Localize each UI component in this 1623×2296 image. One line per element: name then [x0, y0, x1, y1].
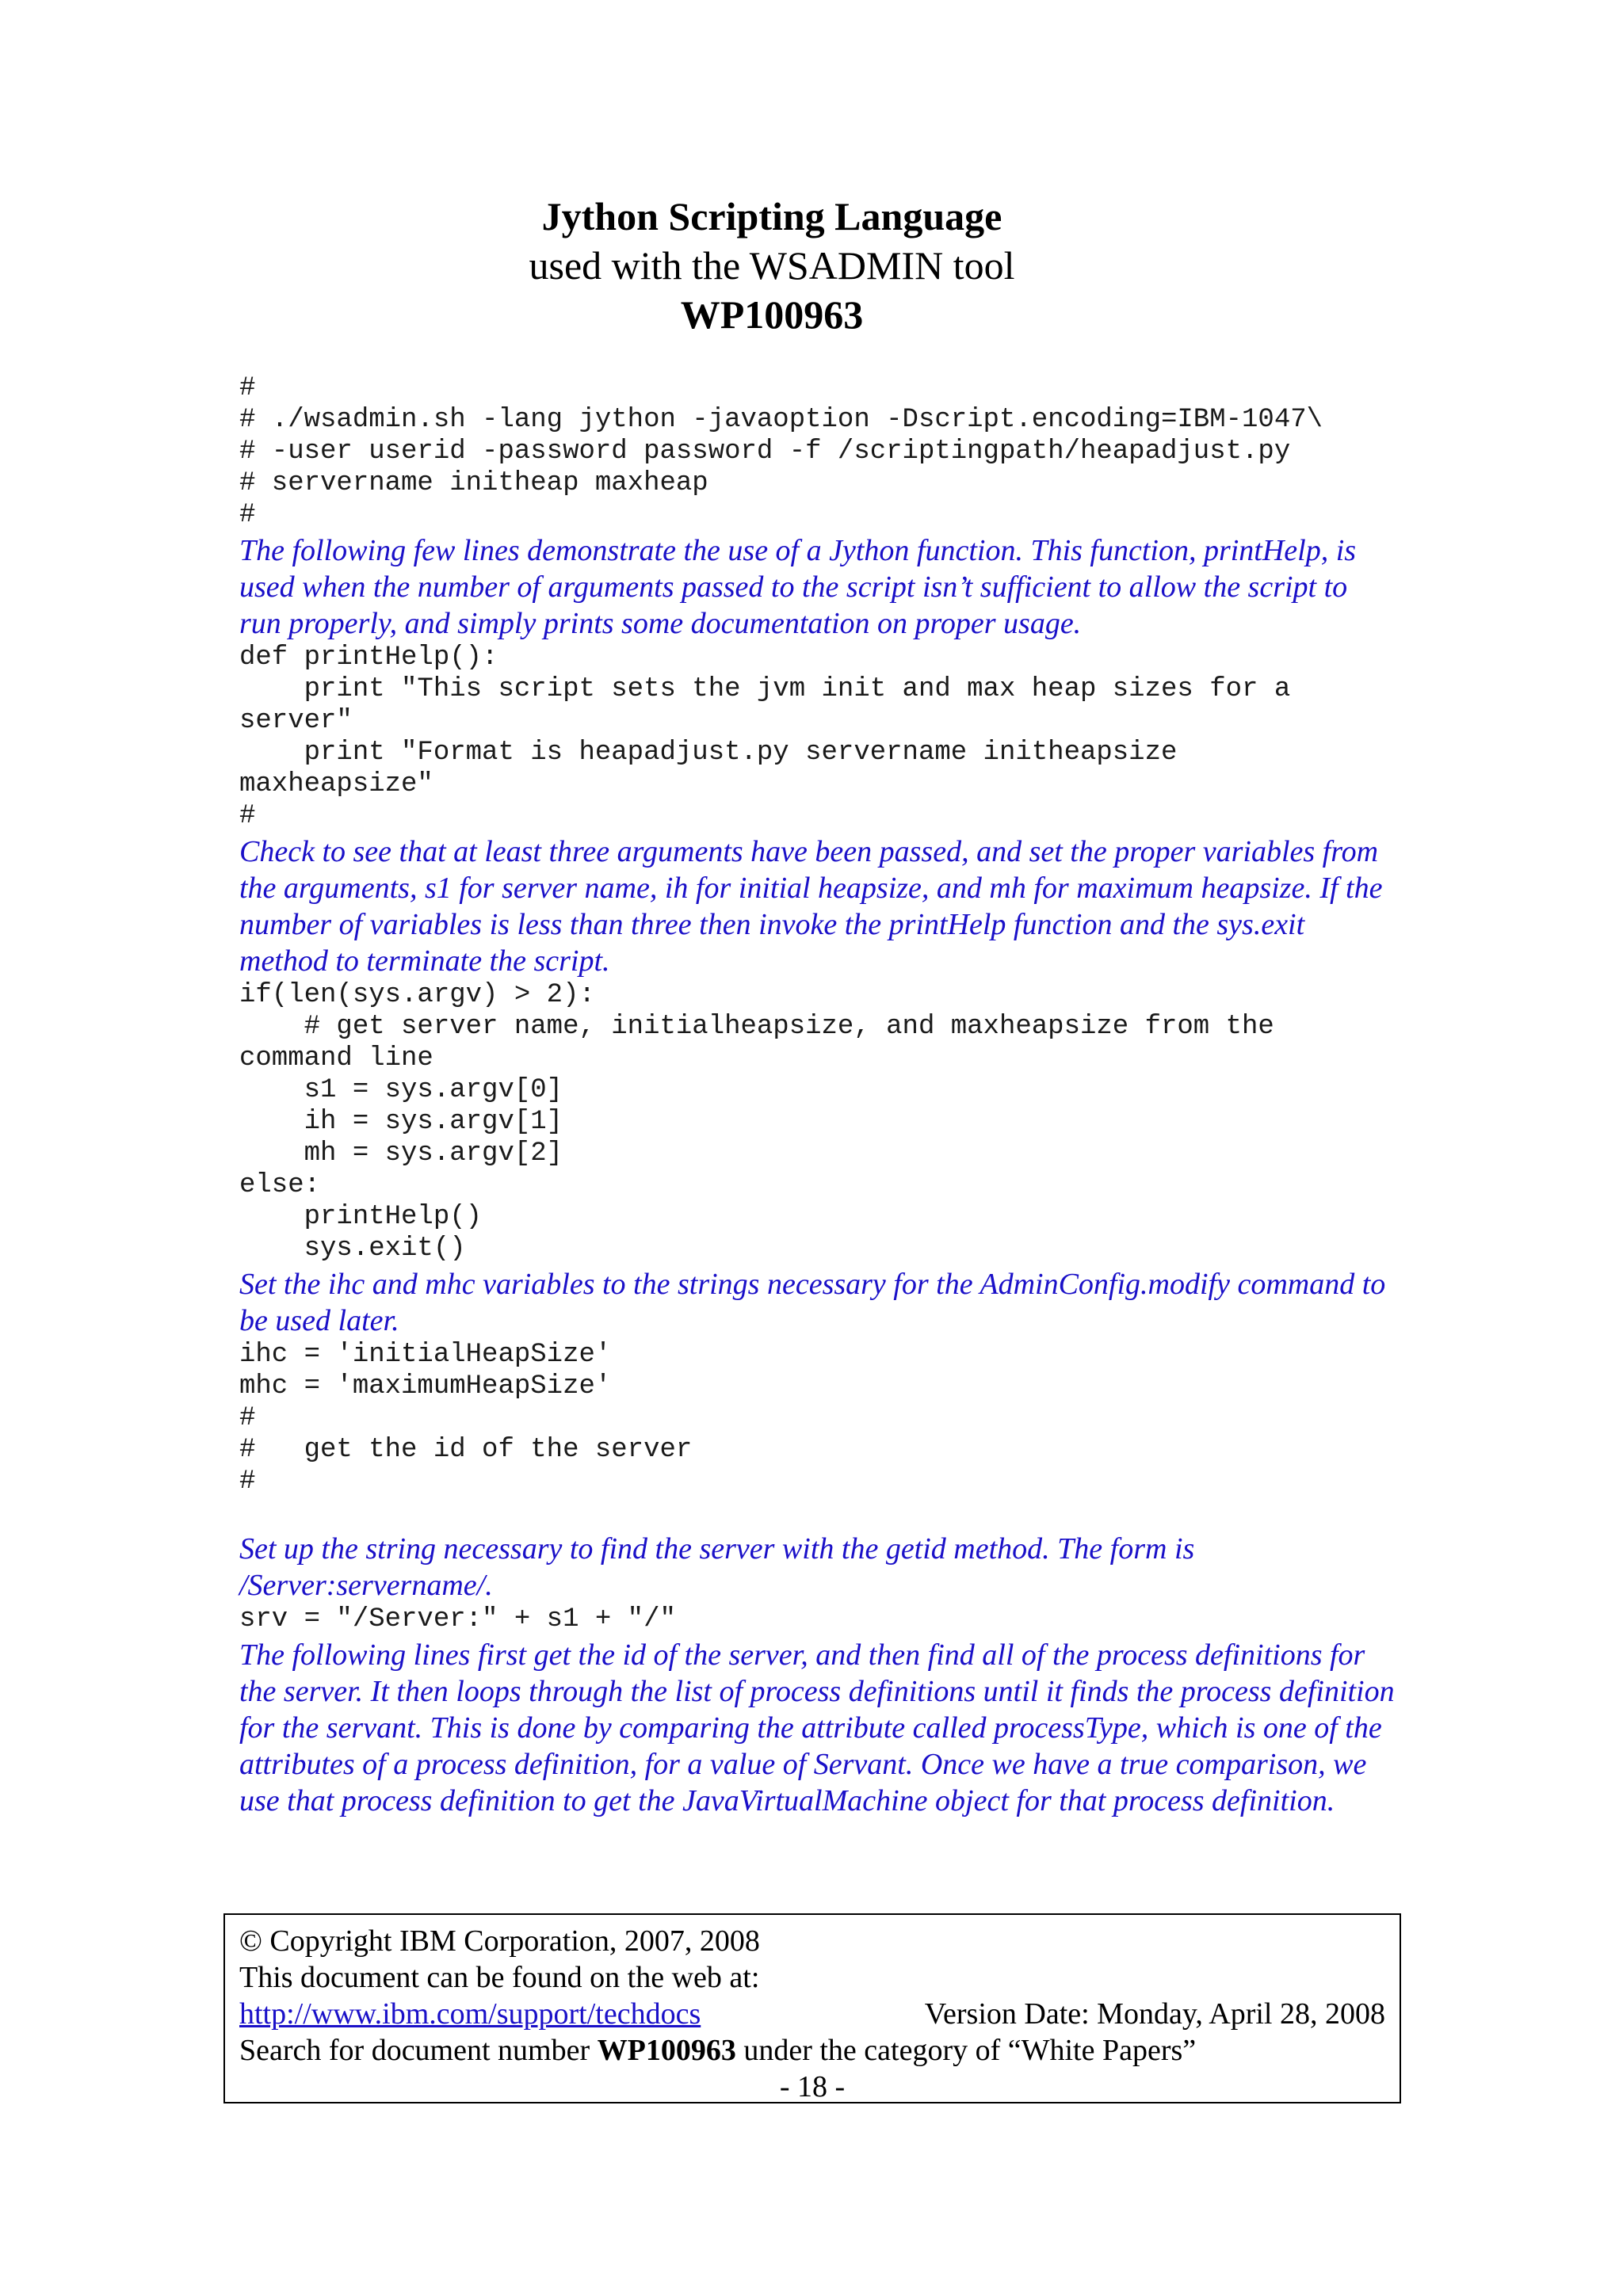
spacer [239, 1497, 1396, 1529]
footer-web-note: This document can be found on the web at: [239, 1961, 760, 1994]
code-block-arguments: if(len(sys.argv) > 2): # get server name, initialheapsize, and maxheapsize from the command line s1 = sys.argv[0] ih = sys.argv[1] mh = sys.argv[2] else: printHelp() sys.exit() [239, 980, 1274, 1264]
annotation-getid: Set up the string necessary to find the server with the getid method. The form is /Server:servername/. [239, 1532, 1195, 1602]
page-number: - 18 - [779, 2070, 846, 2103]
annotation-variables: Set the ihc and mhc variables to the strings necessary for the AdminConfig.modify command to be used later. [239, 1268, 1386, 1337]
annotation-arguments: Check to see that at least three arguments have been passed, and set the proper variables from the arguments, s1 for server name, ih for initial heapsize, and mh for maximum heapsize. If the number of variables is less than three then invoke the printHelp function and the sys.exit method to terminate the script. [239, 835, 1383, 978]
document-title: Jython Scripting Language [541, 194, 1002, 238]
code-block-intro: # # ./wsadmin.sh -lang jython -javaoption -Dscript.encoding=IBM-1047\ # -user userid -password password -f /scriptingpath/heapadjust.py # servername initheap maxheap # [239, 373, 1323, 530]
footer-copyright: © Copyright IBM Corporation, 2007, 2008 [239, 1924, 760, 1958]
document-header [0, 192, 1544, 339]
code-block-variables: ihc = 'initialHeapSize' mhc = 'maximumHeapSize' # # get the id of the server # [239, 1340, 693, 1497]
footer-search-suffix: under the category of “White Papers” [735, 2034, 1197, 2067]
footer-search-note [239, 2032, 1385, 2069]
page-body [239, 372, 1396, 1819]
code-block-printhelp: def printHelp(): print "This script sets the jvm init and max heap sizes for a server" print "Format is heapadjust.py servername initheapsize maxheapsize" # [239, 643, 1291, 831]
footer-search-number: WP100963 [597, 2034, 736, 2067]
annotation-printhelp: The following few lines demonstrate the use of a Jython function. This function, printHelp, is used when the number of arguments passed to the script isn’t sufficient to allow the script to run properly, and simply prints some documentation on proper usage. [239, 534, 1357, 640]
code-block-srv: srv = "/Server:" + s1 + "/" [239, 1604, 676, 1634]
annotation-process-definitions: The following lines first get the id of the server, and then find all of the process definitions for the server. It then loops through the list of process definitions until it finds the process definition for the servant. This is done by comparing the attribute called processType, which is one of the attributes of a process definition, for a value of Servant. Once we have a true comparison, we use that process definition to get the JavaVirtualMachine object for that process definition. [239, 1638, 1395, 1817]
techdocs-link[interactable]: http://www.ibm.com/support/techdocs [239, 1997, 701, 2031]
footer-link-row [239, 1996, 1385, 2032]
document-subtitle: used with the WSADMIN tool [529, 243, 1015, 288]
document-number: WP100963 [680, 292, 864, 337]
page-footer [223, 1913, 1401, 2103]
footer-version-date: Version Date: Monday, April 28, 2008 [924, 1997, 1385, 2031]
footer-search-prefix: Search for document number [239, 2034, 598, 2067]
